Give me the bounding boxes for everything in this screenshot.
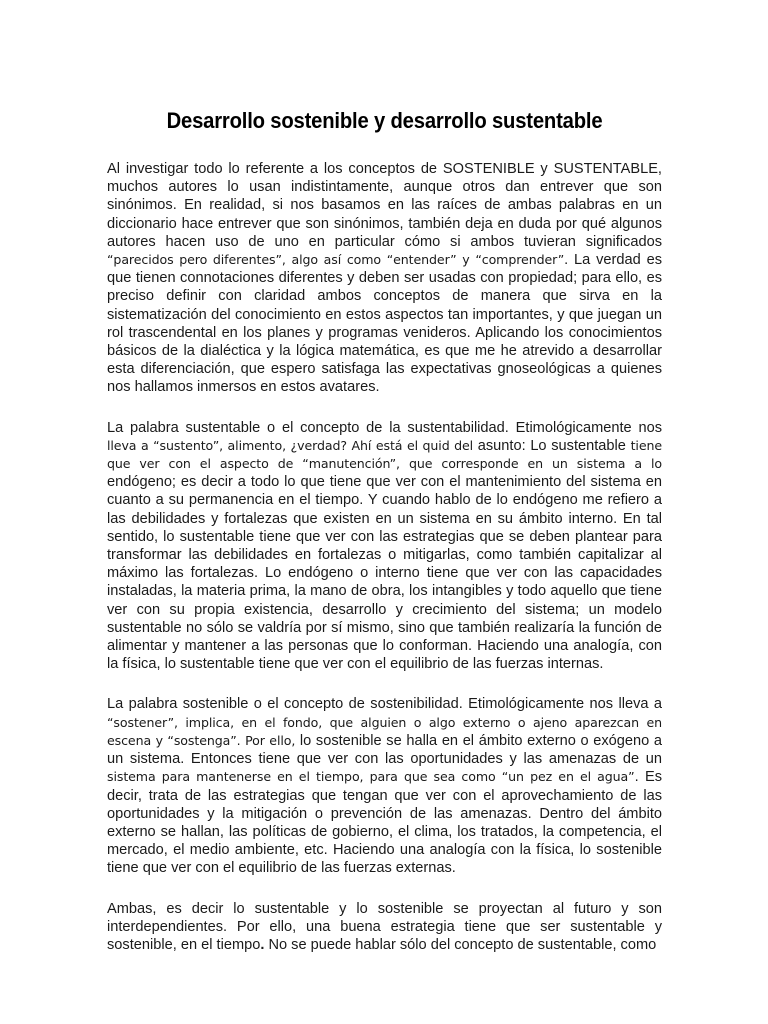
paragraph-ambas: [107, 900, 662, 955]
paragraph-sustentable-text-2: lleva a “sustento”, alimento, ¿verdad? Ahí está el quid del: [107, 437, 474, 453]
document-title: Desarrollo sostenible y desarrollo sustentable: [166, 108, 603, 133]
paragraph-intro-text-3: . La verdad es que tienen connotaciones diferentes y deben ser usadas con propiedad; para ello, es preciso definir con claridad ambos conceptos de manera que sirva en la sistematización del conocimiento en estos aspectos tan importantes, y que juegan un rol trascendental en los planes y programas venideros. Aplicando los conocimientos básicos de la dialéctica y la lógica matemática, es que me he atrevido a desarrollar esta diferenciación, que espero satisfaga las expectativas gnoseológicas a quienes nos hallamos inmersos en estos avatares.: [107, 252, 662, 396]
paragraph-ambas-text-2: .: [260, 936, 265, 953]
paragraph-intro-text-1: Al investigar todo lo referente a los conceptos de SOSTENIBLE y SUSTENTABLE, muchos autores lo usan indistintamente, aunque otros dan entrever que son sinónimos. En realidad, si nos basamos en las raíces de ambas palabras en un diccionario hace entrever que son sinónimos, también deja en duda por qué algunos autores hacen uso de uno en particular cómo si ambos tuvieran significados: [107, 161, 662, 250]
paragraph-intro-text-2: “parecidos pero diferentes”, algo así como “entender” y “comprender”: [107, 252, 565, 268]
paragraph-sostenible-text-2: “sostener”, implica, en el fondo, que alguien o algo externo o ajeno aparezcan en escena y “sostenga”. Por ello,: [107, 714, 662, 748]
paragraph-sostenible-text-3: lo sostenible se halla en el ámbito externo o exógeno a un sistema. Entonces tiene que ver con las oportunidades y las amenazas de un: [107, 732, 662, 768]
paragraph-sostenible-text-1: La palabra sostenible o el concepto de sostenibilidad. Etimológicamente nos lleva a: [107, 696, 662, 713]
paragraph-ambas-text-1: Ambas, es decir lo sustentable y lo sostenible se proyectan al futuro y son interdependientes. Por ello, una buena estrategia tiene que ser sustentable y sostenible, en el tiempo: [107, 900, 662, 953]
paragraph-sustentable-text-5: endógeno; es decir a todo lo que tiene que ver con el mantenimiento del sistema en cuanto a su permanencia en el tiempo. Y cuando hablo de lo endógeno me refiero a las debilidades y fortalezas que existen en un sistema en su ámbito interno. En tal sentido, lo sustentable tiene que ver con las estrategias que se deben plantear para transformar las debilidades en fortalezas o mitigarlas, como también capitalizar al máximo las fortalezas. Lo endógeno o interno tiene que ver con las capacidades instaladas, la materia prima, la mano de obra, los intangibles y todo aquello que tiene ver con su propia existencia, desarrollo y crecimiento del sistema; un modelo sustentable no sólo se valdría por sí mismo, sino que también realizaría la función de alimentar y mantener a las personas que lo conforman. Haciendo una analogía, con la física, lo sustentable tiene que ver con el equilibrio de las fuerzas internas.: [107, 474, 662, 673]
paragraph-intro: [107, 160, 662, 397]
paragraph-sostenible-text-5: . Es decir, trata de las estrategias que tengan que ver con el aprovechamiento de las oportunidades y la mitigación o prevención de las amenazas. Dentro del ámbito externo se hallan, las políticas de gobierno, el clima, los tratados, la competencia, el mercado, el medio ambiente, etc. Haciendo una analogía con la física, lo sostenible tiene que ver con el equilibrio de las fuerzas externas.: [107, 769, 662, 877]
paragraph-sustentable: [107, 419, 662, 674]
paragraph-ambas-text-3: No se puede hablar sólo del concepto de sustentable, como: [264, 936, 657, 953]
paragraph-sustentable-text-1: La palabra sustentable o el concepto de la sustentabilidad. Etimológicamente nos: [107, 419, 662, 436]
paragraph-sustentable-text-4: tiene que ver con el aspecto de “manutención”, que corresponde en un sistema a lo: [107, 437, 662, 472]
paragraph-sostenible-text-4: sistema para mantenerse en el tiempo, para que sea como “un pez en el agua”: [107, 769, 635, 785]
paragraph-sustentable-text-3: asunto: Lo sustentable: [473, 437, 626, 454]
paragraph-sostenible: [107, 695, 662, 877]
